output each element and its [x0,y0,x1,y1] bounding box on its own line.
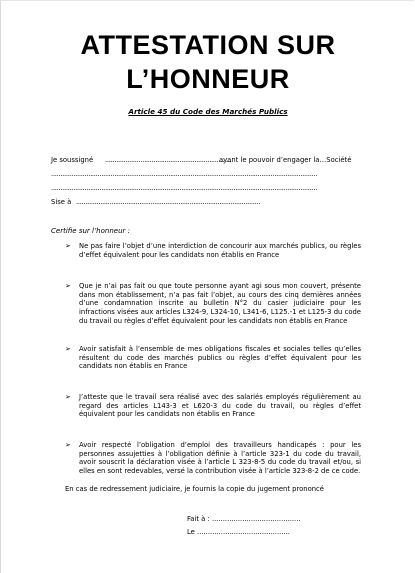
fait-label: Fait à : [187,515,210,523]
list-item [65,345,361,371]
soussigne-label: Je soussigné [51,156,94,164]
arrow-icon: ➢ [65,345,71,353]
list-item-text: J’atteste que le travail sera réalisé avec des salariés employés régulièrement au regard des articles L143-3 et L620-3 du code du travail, ou règles d’effet équivalent pour les candidats non établis en France [79,393,361,419]
subtitle: Article 45 du Code des Marchés Publics [128,107,288,116]
list-item [65,282,361,326]
list-item-text: Avoir respecté l’obligation d’emploi des travailleurs handicapés : pour les personnes assujetties à l’obligation définie à l’article 323-1 du code du travail, avoir souscrit la déclaration visée à l’article L 323-8-5 du code du travail et/ou, si elles en sont redevables, versé la contribution visée à l’article 323-8-2 de ce code. [79,441,361,476]
list-item [65,393,361,419]
fait-a-line [187,515,301,523]
arrow-icon: ➢ [65,282,71,290]
blank-line-1: ............................................................................................................................................... [51,170,318,178]
soussigne-dots: .................................................................... [105,156,232,164]
list-item-text: Avoir satisfait à l’ensemble de mes obligations fiscales et sociales telles qu’elles résultent du code des marchés publics ou règles d’effet équivalent pour les candidats non établis en France [79,345,361,371]
le-label: Le [187,528,195,536]
title-line-2: L’HONNEUR [126,64,290,94]
list-item-text: Ne pas faire l’objet d’une interdiction de concourir aux marchés publics, ou règles d’effet équivalent pour les candidats non établis en France [79,242,361,259]
fait-dots: ......................................... [211,515,301,523]
le-dots: ........................................... [197,528,290,536]
list-item [65,242,361,259]
pouvoir-text: ayant le pouvoir d’engager la…Société [219,156,352,164]
certifie-heading: Certifie sur l’honneur : [51,227,130,235]
list-item-text: Que je n’ai pas fait ou que toute personne ayant agi sous mon couvert, présente dans mon établissement, n’a pas fait l’objet, au cours des cinq dernières années d’une condamnation inscrite au bulletin N°2 du casier judiciaire pour les infractions visées aux articles L324-9, L324-10, L341-6, L125.-1 et L125-3 du code du travail ou règles d’effet équivalent pour les candidats non établis en France [79,282,361,325]
list-item [65,441,361,476]
arrow-icon: ➢ [65,393,71,401]
title-line-1: ATTESTATION SUR [80,30,336,60]
sise-label: Sise à [51,198,72,206]
closing-text: En cas de redressement judiciaire, je fournis la copie du jugement prononcé [65,485,324,493]
le-line [187,528,290,536]
arrow-icon: ➢ [65,242,71,250]
sise-dots: ................................................................................................... [76,198,261,206]
arrow-icon: ➢ [65,441,71,449]
blank-line-2: ............................................................................................................................................... [51,184,318,192]
